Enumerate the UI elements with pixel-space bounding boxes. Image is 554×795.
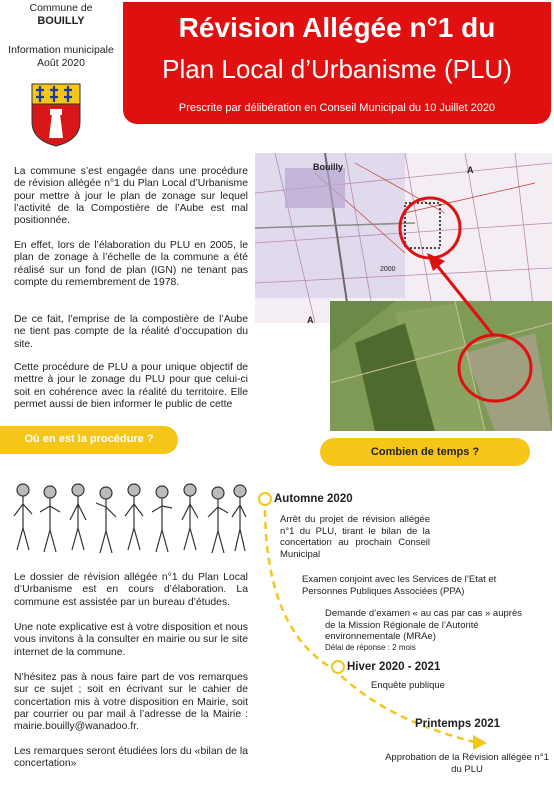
title-banner [123,2,551,124]
zoning-map [255,153,552,431]
timeline-step-title: Hiver 2020 - 2021 [347,661,441,673]
map-zone-label: A [467,165,474,175]
commune-name: BOUILLY [37,15,85,27]
intro-paragraph: En effet, lors de l’élaboration du PLU en 2005, le plan de zonage à l’échelle de la commune a été réalisé sur un fond de plan (IGN) ne tenant pas compte du remembrement de 1978. [14,240,248,288]
timeline-step-text: Arrêt du projet de révision allégée n°1 du PLU, tirant le bilan de la concertation au prochain Conseil Municipal [280,514,430,560]
procedure-paragraph: Le dossier de révision allégée n°1 du Plan Local d’Urbanisme est en cours d’élaboration. La commune est assistée par un bureau d’études. [14,572,248,608]
title-line2: Plan Local d’Urbanisme (PLU) [162,54,512,84]
info-block [0,44,122,70]
timeline-step-text: Demande d’examen « au cas par cas » auprès de la Mission Régionale de l’Autorité environnementale (MRAe) [325,608,522,642]
timeline-dot [331,660,345,674]
intro-paragraph: Cette procédure de PLU a pour unique objectif de mettre à jour le zonage du PLU pour que celui-ci soit en cohérence avec la réalité du territoire. Elle permet aussi de bien informer le public de cette [14,362,248,410]
procedure-paragraph: Une note explicative est à votre disposition et nous vous invitons à la consulter en mairie ou sur le site internet de la commune. [14,622,248,658]
commune-label: Commune de [29,2,93,14]
procedure-paragraph: Les remarques seront étudiées lors du «bilan de la concertation» [14,746,248,770]
coat-of-arms-icon [28,82,84,148]
intro-paragraph: De ce fait, l’emprise de la compostière de l’Aube ne tient pas compte de la réalité d’occupation du site. [14,314,248,350]
people-illustration [8,480,248,560]
timeline-step-text: Examen conjoint avec les Services de l’Etat et Personnes Publiques Associées (PPA) [302,574,497,597]
timeline-step-text: Enquête publique [371,680,445,691]
map-zone-label: A [307,315,314,325]
timeline-step-note: Délai de réponse : 2 mois [325,643,416,652]
timeline-step-text: Approbation de la Révision allégée n°1 du PLU [385,752,549,775]
info-line: Information municipale [8,44,114,56]
info-date: Août 2020 [37,57,85,69]
map-place-label: Bouilly [313,162,344,172]
map-number: 2000 [380,266,396,273]
procedure-paragraph: N’hésitez pas à nous faire part de vos remarques sur ce sujet ; soit en écrivant sur le cahier de concertation mis à votre disposition en Mairie, soit par courrier ou par mail à l’adresse de la Mairie : mairie.bouilly@wanadoo.fr. [14,672,248,733]
timeline-dot [258,492,272,506]
title-line1: Révision Allégée n°1 du [178,12,496,43]
timeline-step-title: Printemps 2021 [415,718,501,730]
intro-paragraph: La commune s’est engagée dans une procédure de révision allégée n°1 du Plan Local d’Urbanisme pour mettre à jour le plan de zonage sur lequel l’activité de la Compostière de l’Aube est mal positionnée. [14,166,248,227]
timeline-heading: Combien de temps ? [320,438,530,466]
timeline-step-title: Automne 2020 [274,493,353,505]
title-subtitle: Prescrite par délibération en Conseil Municipal du 10 Juillet 2020 [178,102,496,114]
procedure-heading: Où en est la procédure ? [0,426,178,454]
